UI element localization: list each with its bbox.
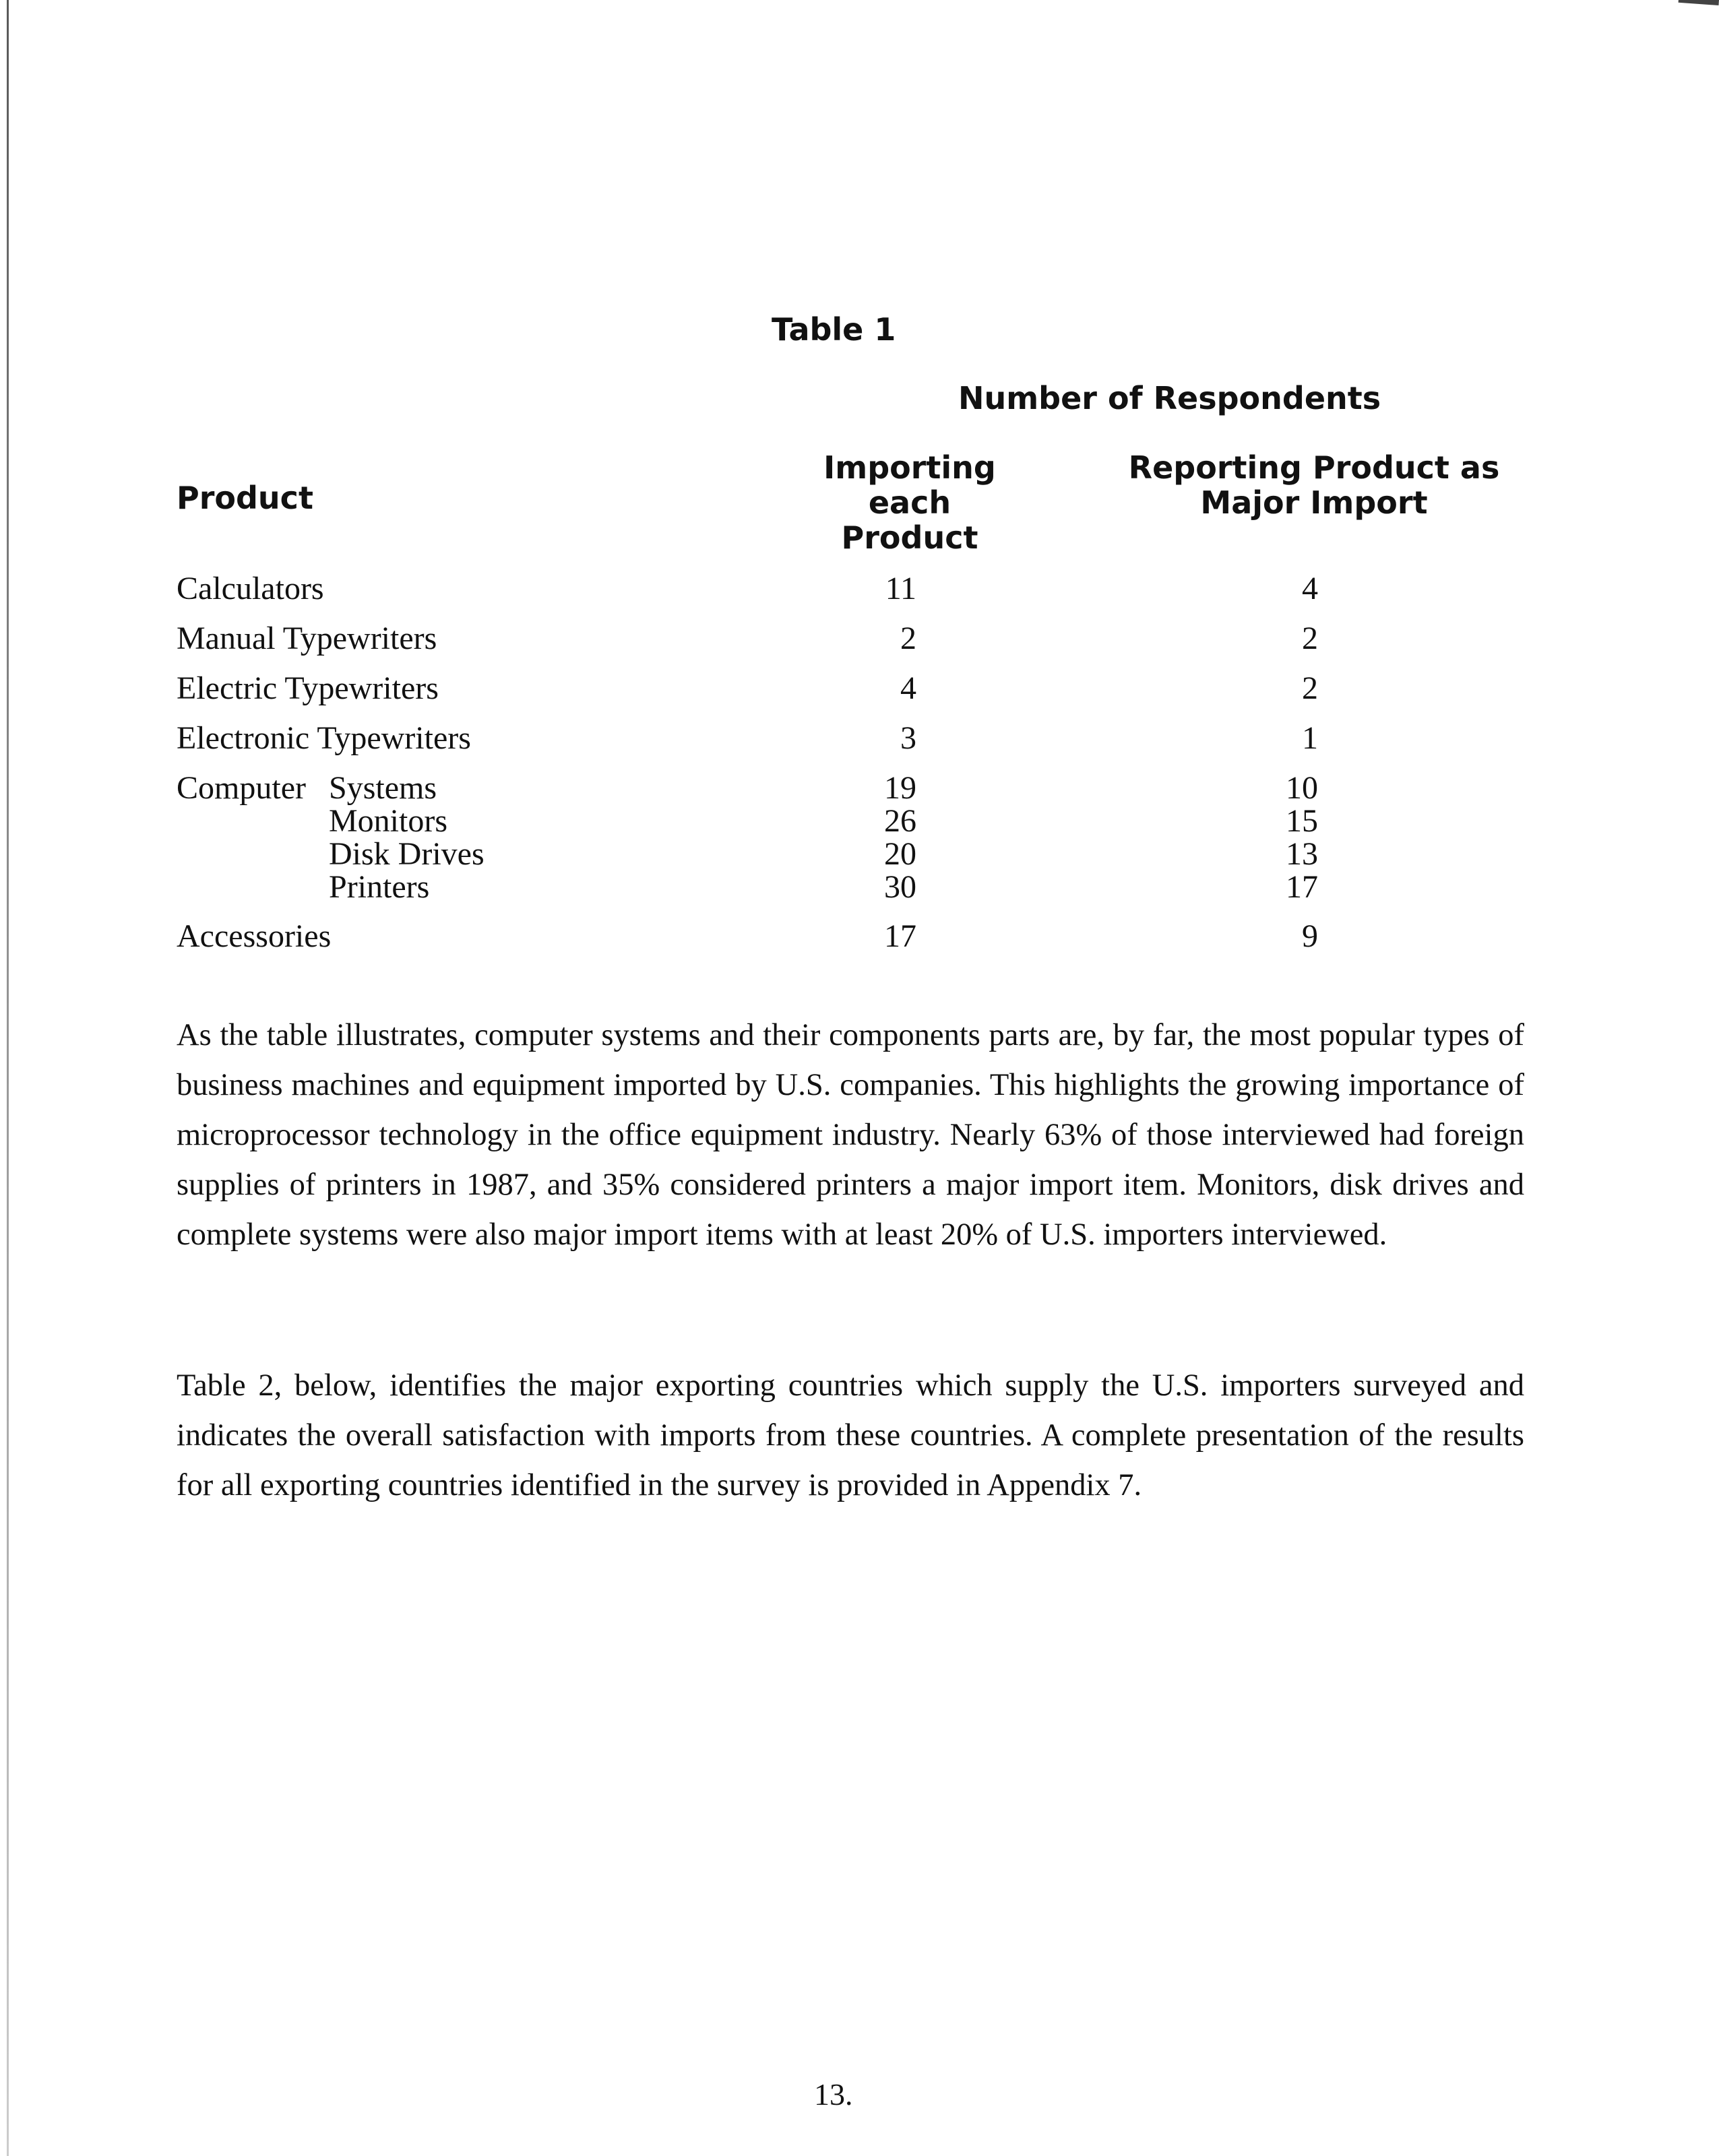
major-import-value: 15 — [1286, 803, 1318, 839]
table-row — [0, 720, 1719, 755]
table-row — [0, 868, 1719, 903]
importing-value: 26 — [884, 803, 916, 839]
major-import-value: 17 — [1286, 869, 1318, 905]
table-row — [0, 918, 1719, 953]
group-header: Number of Respondents — [958, 380, 1381, 416]
importing-value: 19 — [884, 770, 916, 806]
row-label: Calculators — [177, 571, 324, 606]
table-row — [0, 802, 1719, 837]
table-row — [0, 769, 1719, 804]
column-header-product: Product — [177, 480, 313, 516]
importing-value: 4 — [900, 670, 916, 706]
column-header-importing: Importing each Product — [823, 449, 996, 556]
major-import-value: 2 — [1302, 621, 1318, 656]
major-import-value: 4 — [1302, 571, 1318, 606]
importing-value: 11 — [885, 571, 916, 606]
row-label: Manual Typewriters — [177, 621, 437, 656]
row-label: Electric Typewriters — [177, 670, 439, 706]
row-label: Disk Drives — [329, 836, 485, 872]
column-header-major-import: Reporting Product as Major Import — [1128, 449, 1500, 521]
table-row — [0, 670, 1719, 705]
page-number: 13. — [814, 2077, 853, 2112]
table-title: Table 1 — [772, 311, 896, 348]
body-paragraph: As the table illustrates, computer systems and their components parts are, by far, the most popular types of business machines and equipment imported by U.S. companies. This highlights the growing importance of microprocessor technology in the office equipment industry. Nearly 63% of those interviewed had foreign supplies of printers in 1987, and 35% considered printers a major import item. Monitors, disk drives and complete systems were also major import items with at least 20% of U.S. importers interviewed. — [177, 1018, 1524, 1252]
importing-value: 17 — [884, 918, 916, 954]
importing-value: 20 — [884, 836, 916, 872]
body-paragraph: Table 2, below, identifies the major exporting countries which supply the U.S. importers surveyed and indicates the overall satisfaction with imports from these countries. A complete presentation of the results for all exporting countries identified in the survey is provided in Appendix 7. — [177, 1368, 1524, 1502]
major-import-value: 1 — [1302, 720, 1318, 756]
table-row — [0, 620, 1719, 655]
table-row — [0, 835, 1719, 870]
row-label: Computer — [177, 770, 306, 806]
table-row — [0, 570, 1719, 605]
major-import-value: 9 — [1302, 918, 1318, 954]
major-import-value: 2 — [1302, 670, 1318, 706]
row-label: Accessories — [177, 918, 332, 954]
major-import-value: 13 — [1286, 836, 1318, 872]
row-sublabel: Systems — [329, 770, 437, 806]
scan-edge-top — [1679, 0, 1719, 5]
importing-value: 2 — [900, 621, 916, 656]
importing-value: 3 — [900, 720, 916, 756]
row-label: Printers — [329, 869, 430, 905]
row-label: Electronic Typewriters — [177, 720, 471, 756]
scan-edge-left — [7, 0, 9, 2156]
importing-value: 30 — [884, 869, 916, 905]
major-import-value: 10 — [1286, 770, 1318, 806]
row-label: Monitors — [329, 803, 448, 839]
